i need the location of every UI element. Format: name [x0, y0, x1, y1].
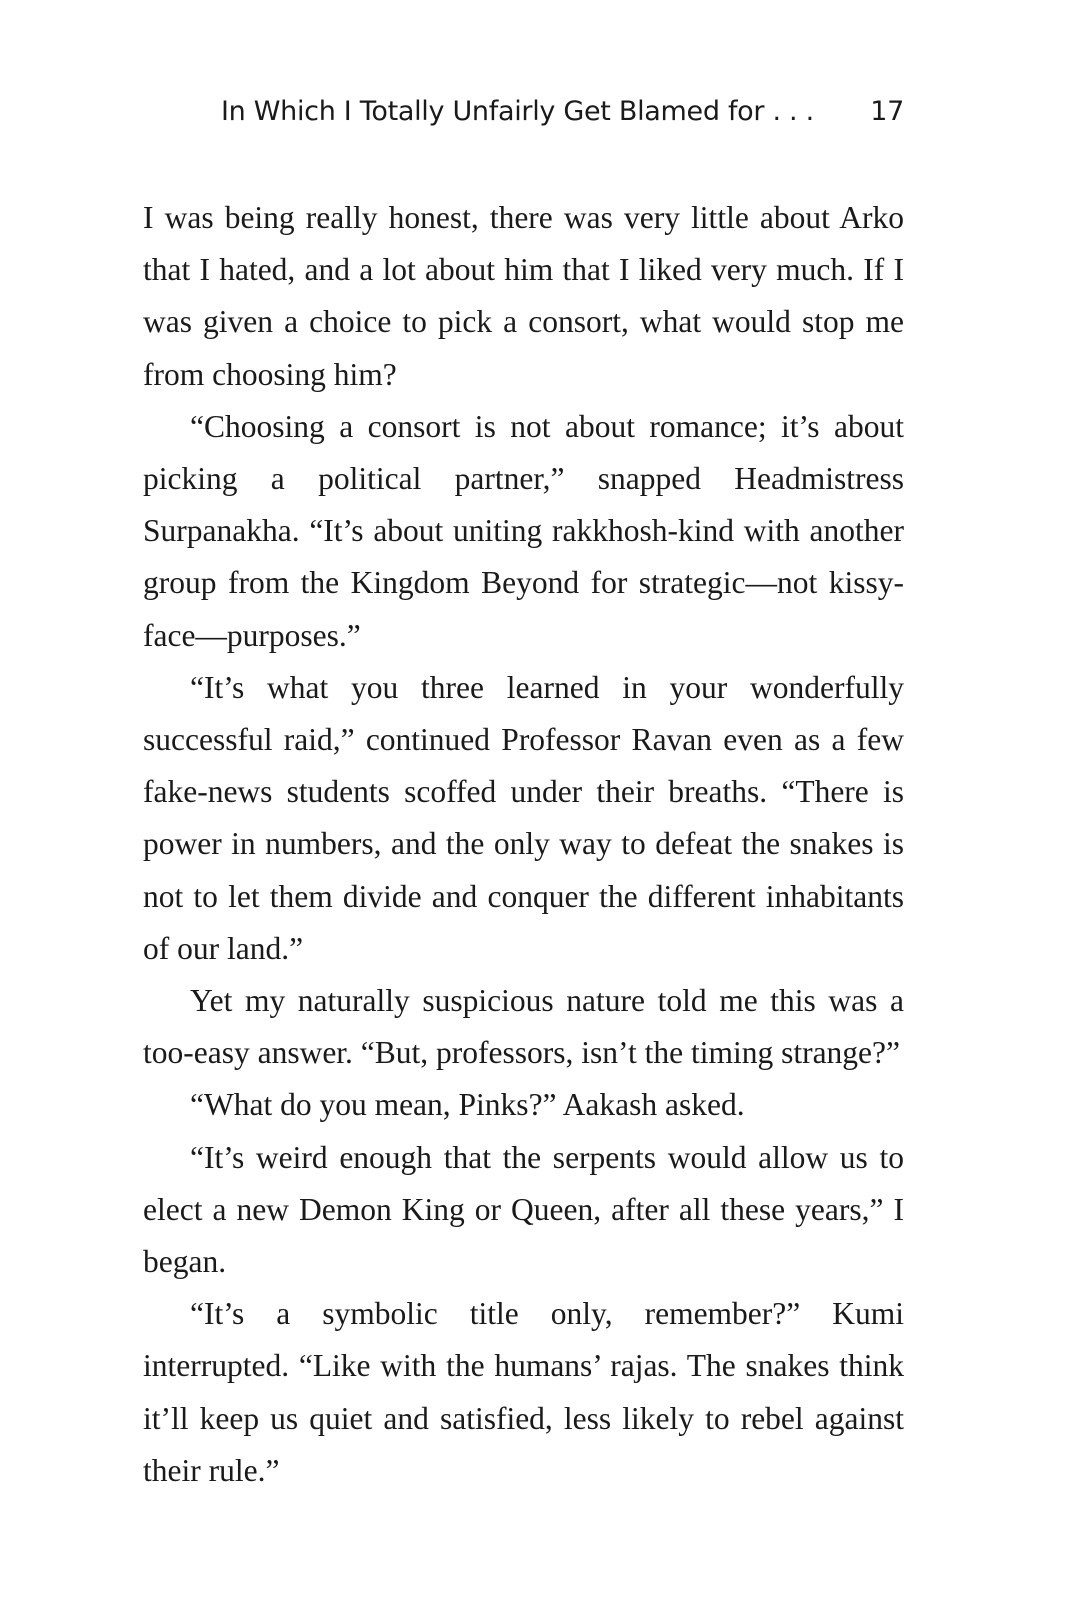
paragraph-2: “Choosing a consort is not about romance; it’s about picking a political partner,” snapped Headmistress Surpanakha. “It’s about uniting rakkhosh-kind with another group from the Kingdom Beyond for strategic—not kissy-face—purposes.” [143, 408, 904, 653]
paragraph-7: “It’s a symbolic title only, remember?” Kumi interrupted. “Like with the humans’ rajas. The snakes think it’ll keep us quiet and satisfied, less likely to rebel against their rule.” [143, 1296, 904, 1488]
paragraph-6: “It’s weird enough that the serpents would allow us to elect a new Demon King or Queen, after all these years,” I began. [143, 1139, 904, 1280]
paragraph-1: I was being really honest, there was very little about Arko that I hated, and a lot about him that I liked very much. If I was given a choice to pick a consort, what would stop me from choosing him? [143, 200, 904, 392]
paragraph-4: Yet my naturally suspicious nature told me this was a too-easy answer. “But, professors, isn’t the timing strange?” [143, 983, 904, 1071]
running-head [221, 92, 904, 132]
page-number: 17 [870, 96, 904, 127]
running-title: In Which I Totally Unfairly Get Blamed for . . . [221, 96, 814, 127]
paragraph-3: “It’s what you three learned in your wonderfully successful raid,” continued Professor Ravan even as a few fake-news students scoffed under their breaths. “There is power in numbers, and the only way to defeat the snakes is not to let them divide and conquer the different inhabitants of our land.” [143, 669, 904, 966]
paragraph-5: “What do you mean, Pinks?” Aakash asked. [190, 1087, 745, 1123]
body-text [143, 192, 904, 1497]
